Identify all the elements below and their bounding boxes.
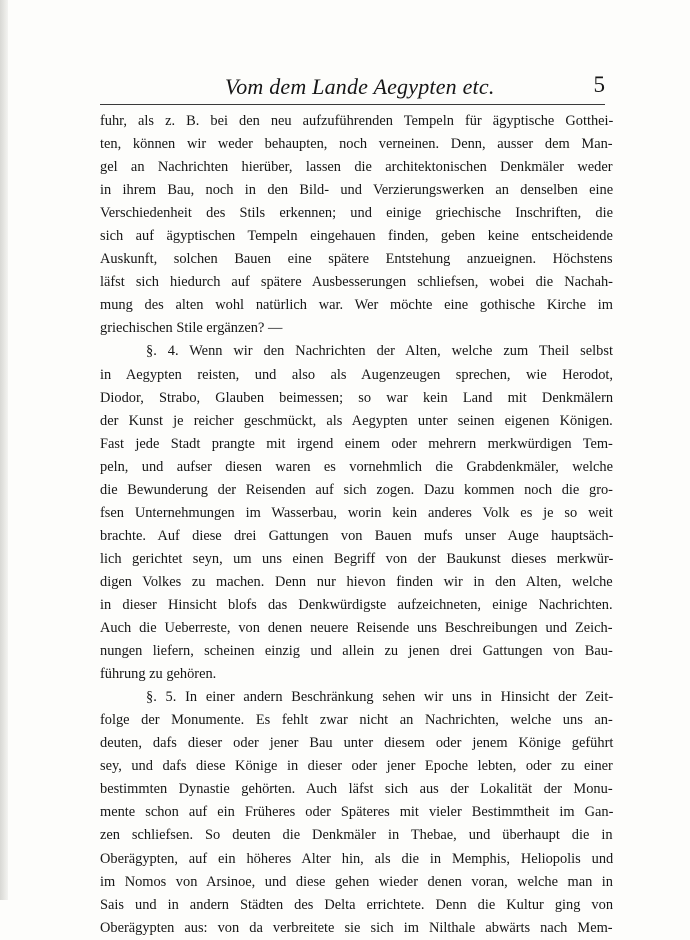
text-line: brachte. Auf diese drei Gattungen von Bauen mufs unser Auge hauptsäch- (100, 527, 614, 544)
text-line: mung des alten wohl natürlich war. Wer möchte eine gothische Kirche im (100, 297, 613, 314)
text-line: Fast jede Stadt prangte mit irgend einem oder mehrern merkwürdigen Tem- (100, 435, 613, 452)
text-line: §. 5. In einer andern Beschränkung sehen wir uns in Hinsicht der Zeit- (146, 689, 614, 706)
text-line: zen schliefsen. So deuten die Denkmäler in Thebae, und überhaupt die in (100, 827, 613, 844)
text-line: die Bewunderung der Reisenden auf sich zogen. Dazu kommen noch die gro- (100, 481, 613, 498)
text-line: lich gerichtet seyn, um uns einen Begriff von der Baukunst dieses merkwür- (100, 550, 614, 567)
text-line: fuhr, als z. B. bei den neu aufzuführenden Tempeln für ägyptische Gotthei- (100, 113, 614, 129)
text-line: in ihrem Bau, noch in den Bild- und Verzierungswerken an denselben eine (100, 182, 614, 199)
page-number: 5 (593, 72, 605, 97)
text-line: führung zu gehören. (100, 666, 217, 683)
text-line: Sais und in andern Städten des Delta errichtete. Denn die Kultur ging von (100, 896, 614, 913)
header-rule (100, 104, 605, 105)
text-line: sich auf ägyptischen Tempeln eingehauen finden, geben keine entscheidende (100, 228, 613, 245)
text-line: folge der Monumente. Es fehlt zwar nicht an Nachrichten, welche uns an- (100, 712, 613, 729)
text-line: Oberägypten aus: von da verbreitete sie sich im Nilthale abwärts nach Mem- (100, 919, 613, 936)
body-text (100, 110, 613, 940)
text-line: Auch die Ueberreste, von denen neuere Reisende uns Beschreibungen und Zeich- (100, 620, 613, 637)
text-line: griechischen Stile ergänzen? — (100, 320, 283, 337)
text-line: der Kunst je reicher geschmückt, als Aegypten unter seinen eigenen Königen. (100, 412, 613, 429)
text-line: in dieser Hinsicht blofs das Denkwürdigste aufzeichneten, einige Nachrichten. (100, 596, 613, 613)
text-line: nungen liefern, scheinen einzig und allein zu jenen drei Gattungen von Bau- (100, 643, 613, 660)
text-line: gel an Nachrichten hierüber, lassen die architektonischen Denkmäler weder (100, 159, 613, 176)
text-line: fsen Unternehmungen im Wasserbau, worin kein anderes Volk es je so weit (100, 504, 613, 521)
text-line: peln, und aufser diesen waren es vornehmlich die Grabdenkmäler, welche (100, 458, 613, 475)
text-line: mente schon auf ein Früheres oder Späteres mit vieler Bestimmtheit im Gan- (100, 804, 614, 821)
running-title: Vom dem Lande Aegypten etc. (225, 74, 495, 99)
text-line: ten, können wir weder behaupten, noch verneinen. Denn, ausser dem Man- (100, 136, 613, 153)
text-line: digen Volkes zu machen. Denn nur hievon finden wir in den Alten, welche (100, 573, 613, 590)
text-line: in Aegypten reisten, und also als Augenzeugen sprechen, wie Herodot, (100, 366, 614, 383)
text-line: sey, und dafs diese Könige in dieser oder jener Epoche lebten, oder zu einer (100, 758, 613, 775)
text-line: deuten, dafs dieser oder jener Bau unter diesem oder jenem Könige geführt (100, 735, 614, 752)
page-binding-edge (0, 0, 8, 900)
text-line: läfst sich hiedurch auf spätere Ausbesserungen schliefsen, wobei die Nachah- (100, 274, 613, 291)
text-line: Diodor, Strabo, Glauben beimessen; so war kein Land mit Denkmälern (100, 389, 614, 406)
text-line: im Nomos von Arsinoe, und diese gehen wieder denen voran, welche man in (100, 873, 613, 890)
text-line: bestimmten Dynastie gehörten. Auch läfst sich aus der Lokalität der Monu- (100, 781, 613, 798)
text-line: Auskunft, solchen Bauen eine spätere Entstehung anzueignen. Höchstens (100, 251, 613, 268)
running-head (100, 70, 605, 104)
text-line: §. 4. Wenn wir den Nachrichten der Alten, welche zum Theil selbst (146, 343, 613, 360)
text-line: Oberägypten, auf ein höheres Alter hin, als die in Memphis, Heliopolis und (100, 850, 614, 867)
text-line: Verschiedenheit des Stils erkennen; und einige griechische Inschriften, die (100, 205, 613, 222)
